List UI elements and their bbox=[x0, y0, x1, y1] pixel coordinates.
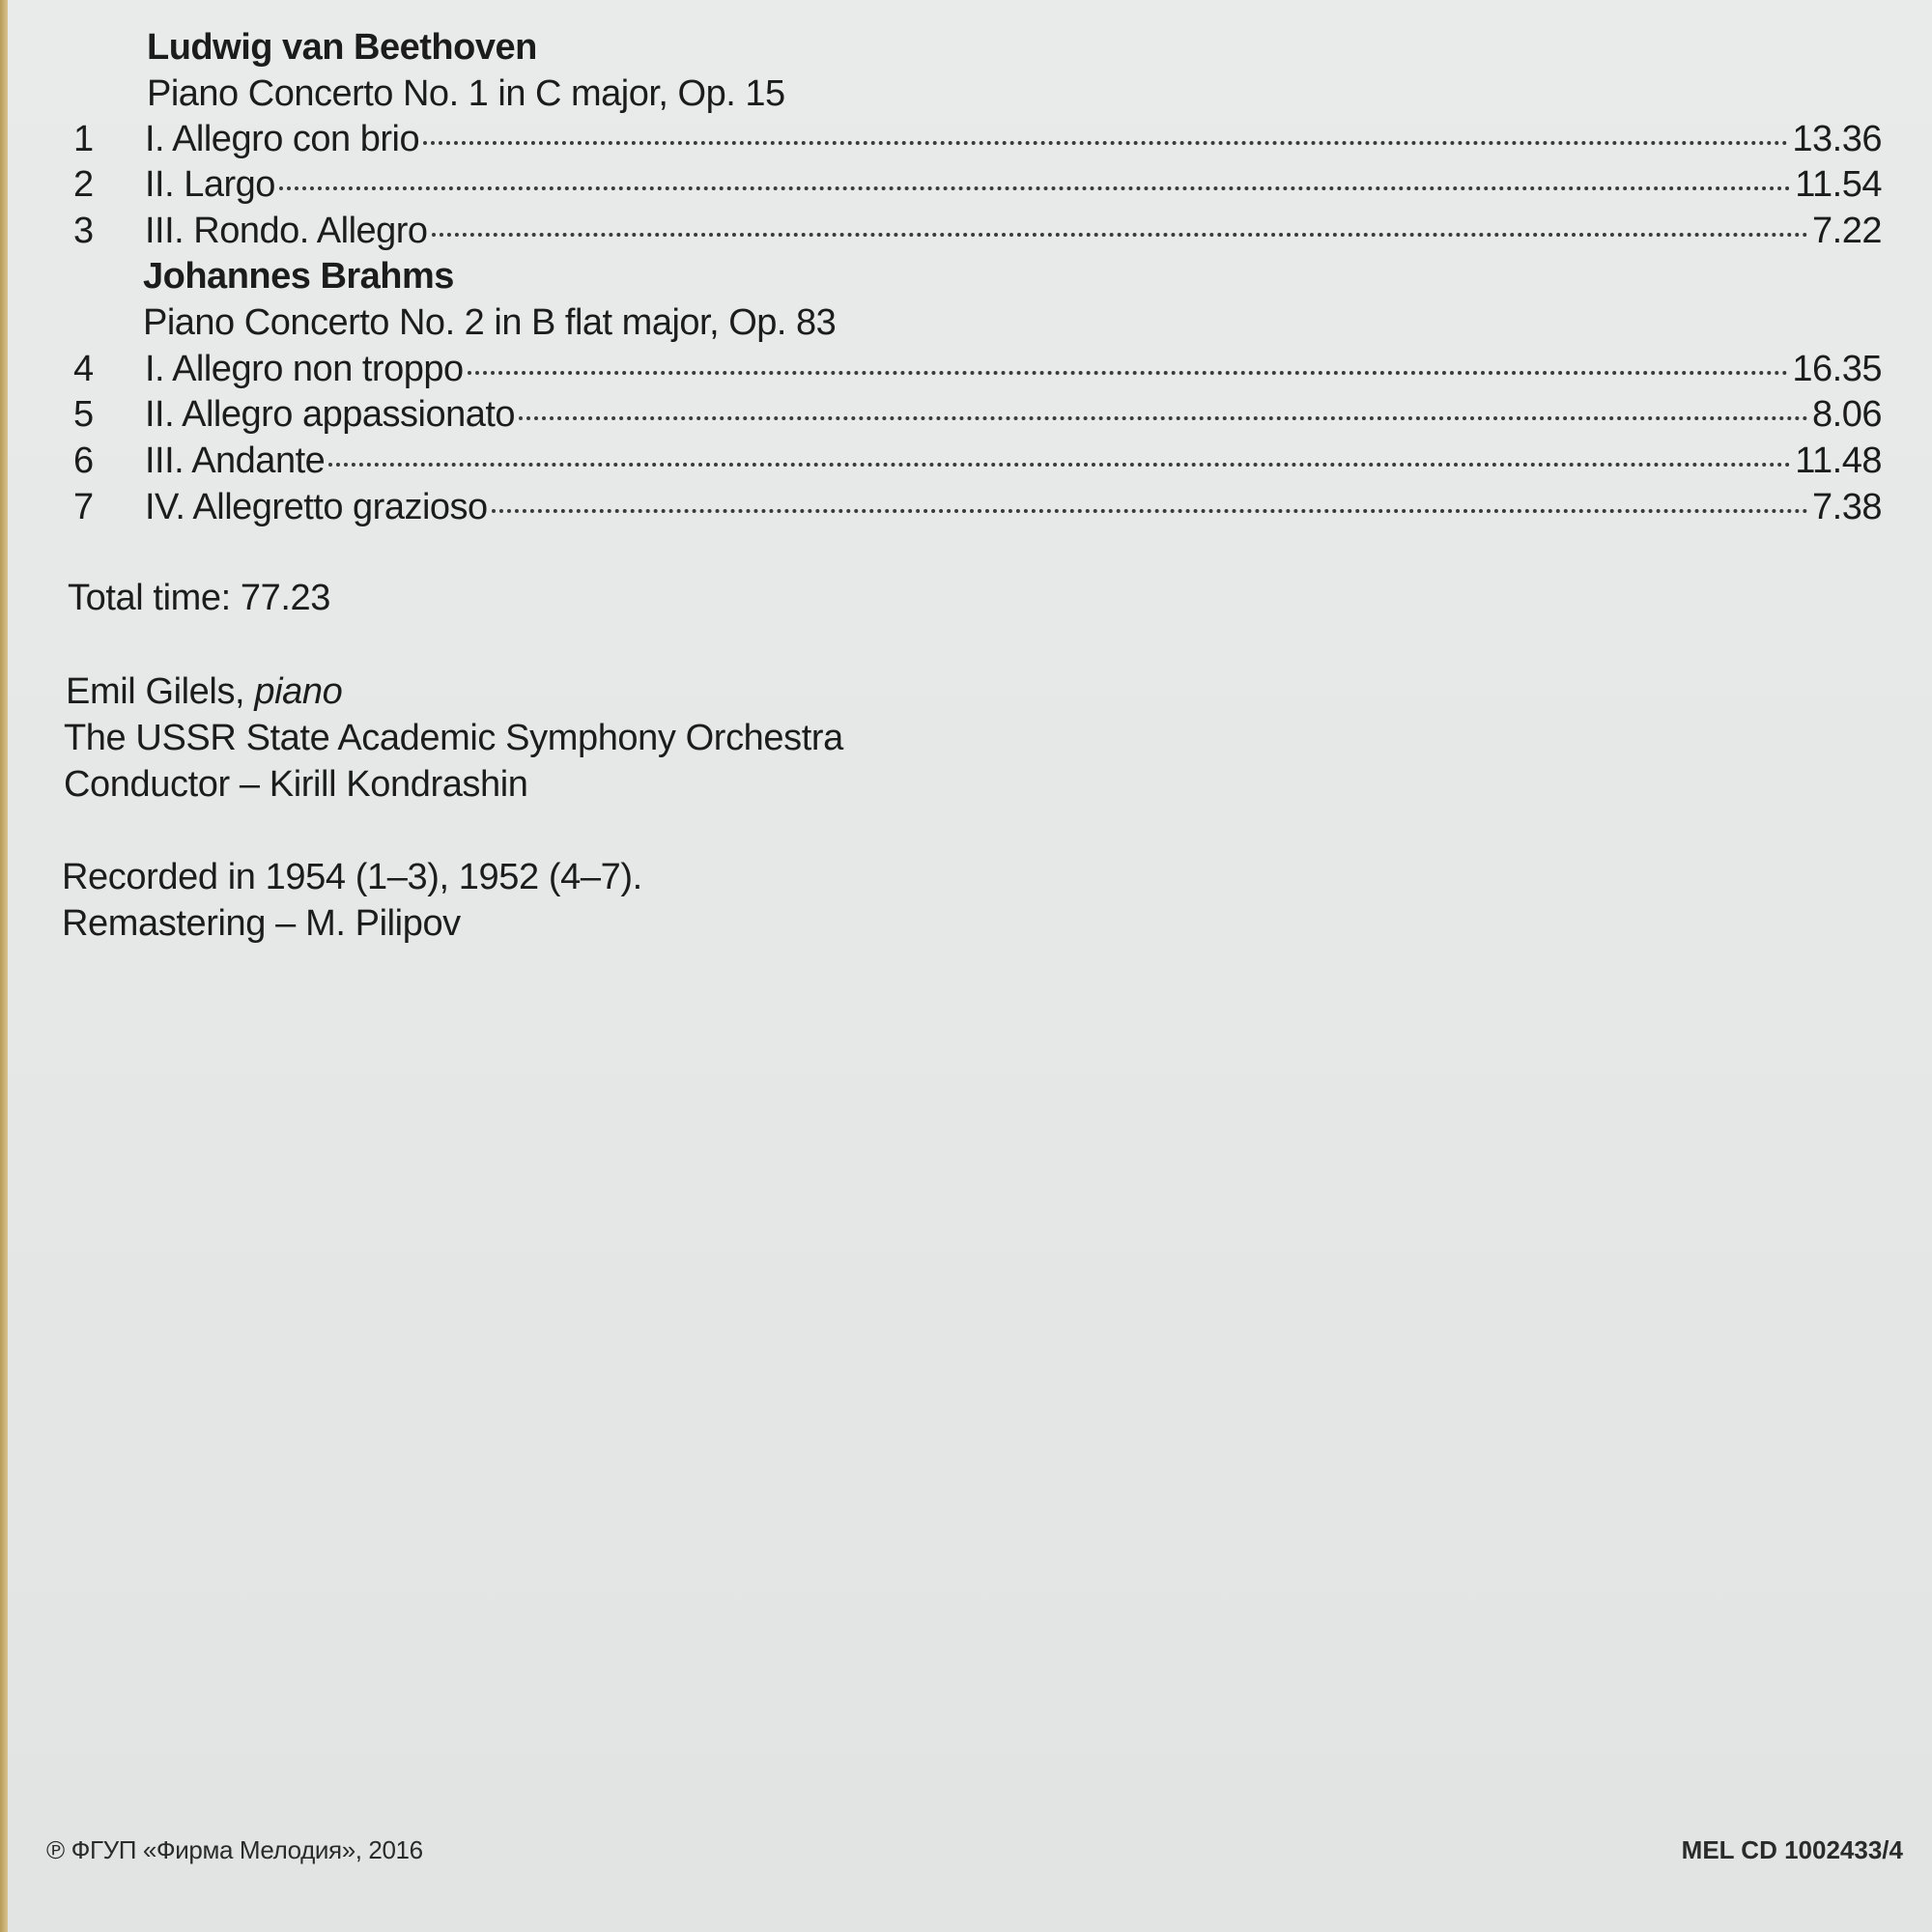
conductor-credit: Conductor – Kirill Kondrashin bbox=[64, 764, 528, 805]
track-title: II. Allegro appassionato bbox=[145, 394, 516, 435]
track-number: 5 bbox=[73, 394, 94, 435]
remastering-credit: Remastering – M. Pilipov bbox=[62, 903, 461, 944]
track-duration: 7.38 bbox=[1812, 487, 1882, 527]
dot-leader bbox=[328, 463, 1791, 467]
orchestra-credit: The USSR State Academic Symphony Orchestra bbox=[64, 718, 843, 758]
track-row bbox=[0, 440, 1932, 487]
track-row bbox=[0, 394, 1932, 440]
track-title: I. Allegro non troppo bbox=[145, 349, 464, 389]
track-number: 6 bbox=[73, 440, 94, 481]
track-number: 4 bbox=[73, 349, 94, 389]
soloist-role: piano bbox=[254, 671, 343, 712]
track-title: III. Rondo. Allegro bbox=[145, 211, 428, 251]
dot-leader bbox=[492, 509, 1808, 513]
track-number: 7 bbox=[73, 487, 94, 527]
recording-info: Recorded in 1954 (1–3), 1952 (4–7). bbox=[62, 857, 642, 897]
track-duration: 11.54 bbox=[1795, 164, 1882, 205]
composer-heading: Ludwig van Beethoven bbox=[147, 27, 537, 68]
total-time: Total time: 77.23 bbox=[68, 578, 331, 618]
track-title: IV. Allegretto grazioso bbox=[145, 487, 488, 527]
copyright-notice: ℗ ФГУП «Фирма Мелодия», 2016 bbox=[46, 1835, 423, 1864]
dot-leader bbox=[468, 371, 1789, 375]
booklet-spine-edge bbox=[0, 0, 8, 1932]
track-row bbox=[0, 349, 1932, 395]
track-row bbox=[0, 119, 1932, 165]
dot-leader bbox=[423, 141, 1788, 145]
work-title: Piano Concerto No. 2 in B flat major, Op. 83 bbox=[143, 302, 837, 343]
track-duration: 16.35 bbox=[1792, 349, 1882, 389]
dot-leader bbox=[519, 416, 1808, 420]
catalog-number: MEL CD 1002433/4 bbox=[1681, 1835, 1903, 1864]
track-title: I. Allegro con brio bbox=[145, 119, 420, 159]
soloist-name: Emil Gilels, bbox=[66, 671, 245, 712]
track-title: III. Andante bbox=[145, 440, 326, 481]
work-title: Piano Concerto No. 1 in C major, Op. 15 bbox=[147, 73, 785, 114]
soloist-credit bbox=[66, 671, 342, 713]
track-row bbox=[0, 211, 1932, 257]
track-duration: 11.48 bbox=[1795, 440, 1882, 481]
track-row bbox=[0, 164, 1932, 211]
dot-leader bbox=[279, 186, 1791, 190]
composer-heading: Johannes Brahms bbox=[143, 256, 454, 297]
track-number: 1 bbox=[73, 119, 94, 159]
track-title: II. Largo bbox=[145, 164, 275, 205]
track-duration: 7.22 bbox=[1812, 211, 1882, 251]
track-duration: 13.36 bbox=[1792, 119, 1882, 159]
dot-leader bbox=[432, 233, 1808, 237]
track-row bbox=[0, 487, 1932, 533]
track-duration: 8.06 bbox=[1812, 394, 1882, 435]
track-number: 2 bbox=[73, 164, 94, 205]
track-number: 3 bbox=[73, 211, 94, 251]
